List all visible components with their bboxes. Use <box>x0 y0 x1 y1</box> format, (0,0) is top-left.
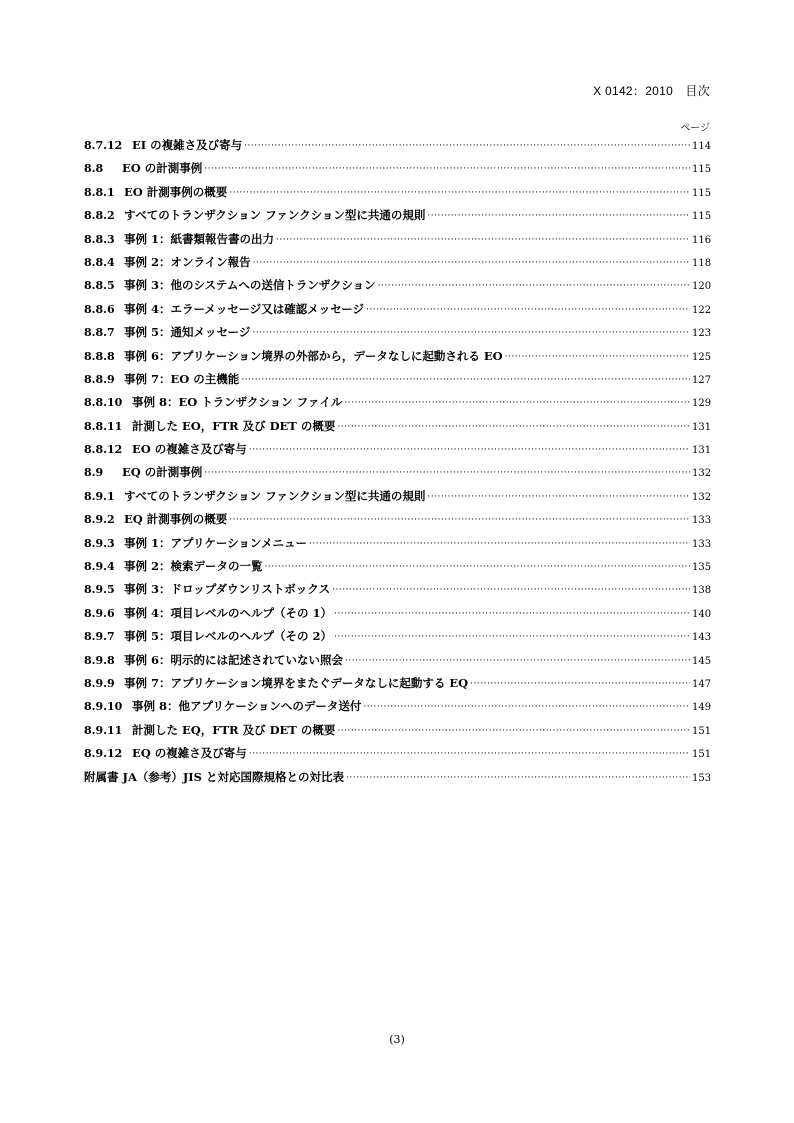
toc-entry-number: 8.9.1 <box>84 489 115 503</box>
dot-leader <box>334 603 690 626</box>
toc-entry-page: 132 <box>692 491 712 503</box>
toc-entry[interactable] <box>84 555 710 578</box>
dot-leader <box>344 392 690 415</box>
toc-entry-title: 附属書 JA（参考）JIS と対応国際規格との対比表 <box>84 769 344 784</box>
toc-entry[interactable] <box>84 719 710 742</box>
toc-entry-title: 事例 4：項目レベルのヘルプ（その 1） <box>124 605 333 620</box>
toc-entry[interactable] <box>84 181 710 204</box>
dot-leader <box>346 767 690 790</box>
toc-entry-title: 事例 7：EO の主機能 <box>124 371 240 386</box>
toc-entry-title: EO の計測事例 <box>122 161 203 176</box>
dot-leader <box>253 252 690 275</box>
toc-entry-page: 132 <box>692 468 712 480</box>
toc-entry[interactable] <box>84 321 710 344</box>
toc-entry-title: 事例 5：通知メッセージ <box>124 325 251 340</box>
toc-entry[interactable] <box>84 649 710 672</box>
table-of-contents <box>84 134 710 789</box>
toc-entry-title: 事例 3：ドロップダウンリストボックス <box>124 582 331 597</box>
toc-entry-number: 8.8.9 <box>84 372 115 386</box>
toc-entry-page: 116 <box>692 234 712 246</box>
toc-entry-title: 事例 1：アプリケーションメニュー <box>124 535 308 550</box>
toc-entry-page: 149 <box>692 702 712 714</box>
toc-entry-number: 8.9.12 <box>84 747 123 761</box>
toc-entry-title: すべてのトランザクション ファンクション型に共通の規則 <box>124 208 426 223</box>
toc-entry-number: 8.9.5 <box>84 583 115 597</box>
toc-entry-page: 114 <box>692 141 712 152</box>
toc-entry[interactable] <box>84 134 710 157</box>
toc-entry-title: 事例 6：明示的には記述されていない照会 <box>124 652 344 667</box>
toc-entry-title: 事例 8：EO トランザクション ファイル <box>132 395 343 410</box>
dot-leader <box>276 229 690 252</box>
dot-leader <box>334 626 690 649</box>
toc-entry[interactable] <box>84 766 710 789</box>
toc-entry-page: 115 <box>692 211 712 223</box>
dot-leader <box>252 322 690 345</box>
toc-entry-page: 115 <box>692 164 712 176</box>
toc-entry-page: 133 <box>692 515 712 527</box>
toc-entry-title: 事例 6：アプリケーション境界の外部から，データなしに起動される EO <box>124 348 503 363</box>
toc-entry-title: EI の複雑さ及び寄与 <box>132 138 243 152</box>
toc-entry-page: 147 <box>692 678 712 690</box>
dot-leader <box>241 369 690 392</box>
toc-entry-number: 8.9.7 <box>84 630 115 644</box>
toc-entry-title: 事例 3：他のシステムへの送信トランザクション <box>124 278 376 293</box>
toc-entry-number: 8.9 <box>84 466 104 480</box>
dot-leader <box>427 205 690 228</box>
toc-entry-title: 計測した EQ，FTR 及び DET の概要 <box>132 722 336 737</box>
toc-entry-page: 151 <box>692 749 712 761</box>
toc-entry-page: 125 <box>692 351 712 363</box>
toc-entry-page: 127 <box>692 374 712 386</box>
dot-leader <box>470 673 690 696</box>
toc-entry-title: EQ 計測事例の概要 <box>124 512 228 527</box>
dot-leader <box>309 533 690 556</box>
dot-leader <box>204 158 690 181</box>
dot-leader <box>332 579 690 602</box>
dot-leader <box>265 556 690 579</box>
toc-entry[interactable] <box>84 485 710 508</box>
toc-entry[interactable] <box>84 228 710 251</box>
toc-entry-number: 8.8.10 <box>84 396 123 410</box>
page-column-label: ページ <box>680 123 710 134</box>
toc-entry-page: 133 <box>692 538 712 550</box>
toc-entry-title: EO の複雑さ及び寄与 <box>132 442 247 457</box>
toc-entry[interactable] <box>84 345 710 368</box>
toc-entry-title: すべてのトランザクション ファンクション型に共通の規則 <box>124 488 426 503</box>
toc-entry-number: 8.9.10 <box>84 700 123 714</box>
toc-entry-page: 138 <box>692 585 712 597</box>
toc-entry-number: 8.9.8 <box>84 653 115 667</box>
toc-entry[interactable] <box>84 438 710 461</box>
toc-entry-number: 8.9.11 <box>84 723 123 737</box>
toc-entry[interactable] <box>84 298 710 321</box>
toc-entry-number: 8.9.6 <box>84 606 115 620</box>
toc-entry-page: 145 <box>692 655 712 667</box>
toc-entry[interactable] <box>84 391 710 414</box>
toc-entry[interactable] <box>84 204 710 227</box>
toc-entry-page: 153 <box>692 772 712 784</box>
toc-entry-number: 8.7.12 <box>84 139 123 152</box>
toc-entry-number: 8.8.2 <box>84 209 115 223</box>
dot-leader <box>345 650 690 673</box>
toc-entry[interactable] <box>84 251 710 274</box>
toc-entry[interactable] <box>84 532 710 555</box>
dot-leader <box>337 416 690 439</box>
dot-leader <box>427 486 690 509</box>
toc-entry-title: 事例 1：紙書類報告書の出力 <box>124 231 275 246</box>
toc-entry-number: 8.8 <box>84 162 104 176</box>
toc-entry-page: 140 <box>692 608 712 620</box>
page-number: (3) <box>389 1033 405 1046</box>
dot-leader <box>249 439 690 462</box>
toc-entry-title: 事例 2：オンライン報告 <box>124 254 251 269</box>
toc-entry-page: 131 <box>692 421 712 433</box>
dot-leader <box>505 346 690 369</box>
toc-entry-page: 131 <box>692 445 712 457</box>
toc-entry[interactable] <box>84 578 710 601</box>
toc-entry[interactable] <box>84 672 710 695</box>
toc-entry-number: 8.9.9 <box>84 676 115 690</box>
toc-entry[interactable] <box>84 602 710 625</box>
toc-entry-page: 118 <box>692 257 712 269</box>
document-header: X 0142：2010 目次 <box>593 84 710 98</box>
dot-leader <box>244 135 690 158</box>
toc-entry[interactable] <box>84 625 710 648</box>
toc-entry-number: 8.9.4 <box>84 560 115 574</box>
toc-entry-title: 事例 5：項目レベルのヘルプ（その 2） <box>124 629 333 644</box>
toc-entry-number: 8.8.1 <box>84 185 115 199</box>
toc-entry-page: 143 <box>692 632 712 644</box>
toc-entry[interactable] <box>84 415 710 438</box>
toc-entry[interactable] <box>84 695 710 718</box>
toc-entry-page: 123 <box>692 328 712 340</box>
dot-leader <box>378 275 690 298</box>
dot-leader <box>204 462 690 485</box>
toc-entry-title: EO 計測事例の概要 <box>124 184 228 199</box>
toc-entry-number: 8.8.4 <box>84 255 115 269</box>
toc-entry[interactable] <box>84 274 710 297</box>
toc-entry-page: 151 <box>692 725 712 737</box>
toc-entry-title: 事例 4：エラーメッセージ又は確認メッセージ <box>124 301 365 316</box>
toc-entry-number: 8.8.3 <box>84 232 115 246</box>
toc-entry-title: 計測した EO，FTR 及び DET の概要 <box>132 418 336 433</box>
toc-entry-number: 8.8.11 <box>84 419 123 433</box>
dot-leader <box>229 182 690 205</box>
toc-entry-title: EQ の複雑さ及び寄与 <box>132 746 247 761</box>
toc-entry-page: 135 <box>692 562 712 574</box>
toc-entry-title: 事例 7：アプリケーション境界をまたぐデータなしに起動する EQ <box>124 675 469 690</box>
toc-entry-page: 122 <box>692 304 712 316</box>
toc-entry-number: 8.8.8 <box>84 349 115 363</box>
toc-entry[interactable] <box>84 461 710 484</box>
toc-entry-number: 8.8.12 <box>84 443 123 457</box>
dot-leader <box>229 509 690 532</box>
toc-entry-title: 事例 2：検索データの一覧 <box>124 559 263 574</box>
toc-entry-page: 120 <box>692 281 712 293</box>
dot-leader <box>249 743 690 766</box>
dot-leader <box>337 720 690 743</box>
toc-entry-number: 8.9.2 <box>84 513 115 527</box>
toc-entry-title: 事例 8：他アプリケーションへのデータ送付 <box>132 699 362 714</box>
toc-entry-page: 129 <box>692 398 712 410</box>
dot-leader <box>363 696 690 719</box>
toc-entry-number: 8.8.7 <box>84 326 115 340</box>
toc-entry-number: 8.9.3 <box>84 536 115 550</box>
toc-entry[interactable] <box>84 508 710 531</box>
toc-entry-number: 8.8.6 <box>84 302 115 316</box>
toc-entry[interactable] <box>84 157 710 180</box>
toc-entry-title: EQ の計測事例 <box>122 465 203 480</box>
toc-entry[interactable] <box>84 368 710 391</box>
toc-entry-number: 8.8.5 <box>84 279 115 293</box>
toc-entry-page: 115 <box>692 187 712 199</box>
toc-entry[interactable] <box>84 742 710 765</box>
dot-leader <box>366 299 690 322</box>
